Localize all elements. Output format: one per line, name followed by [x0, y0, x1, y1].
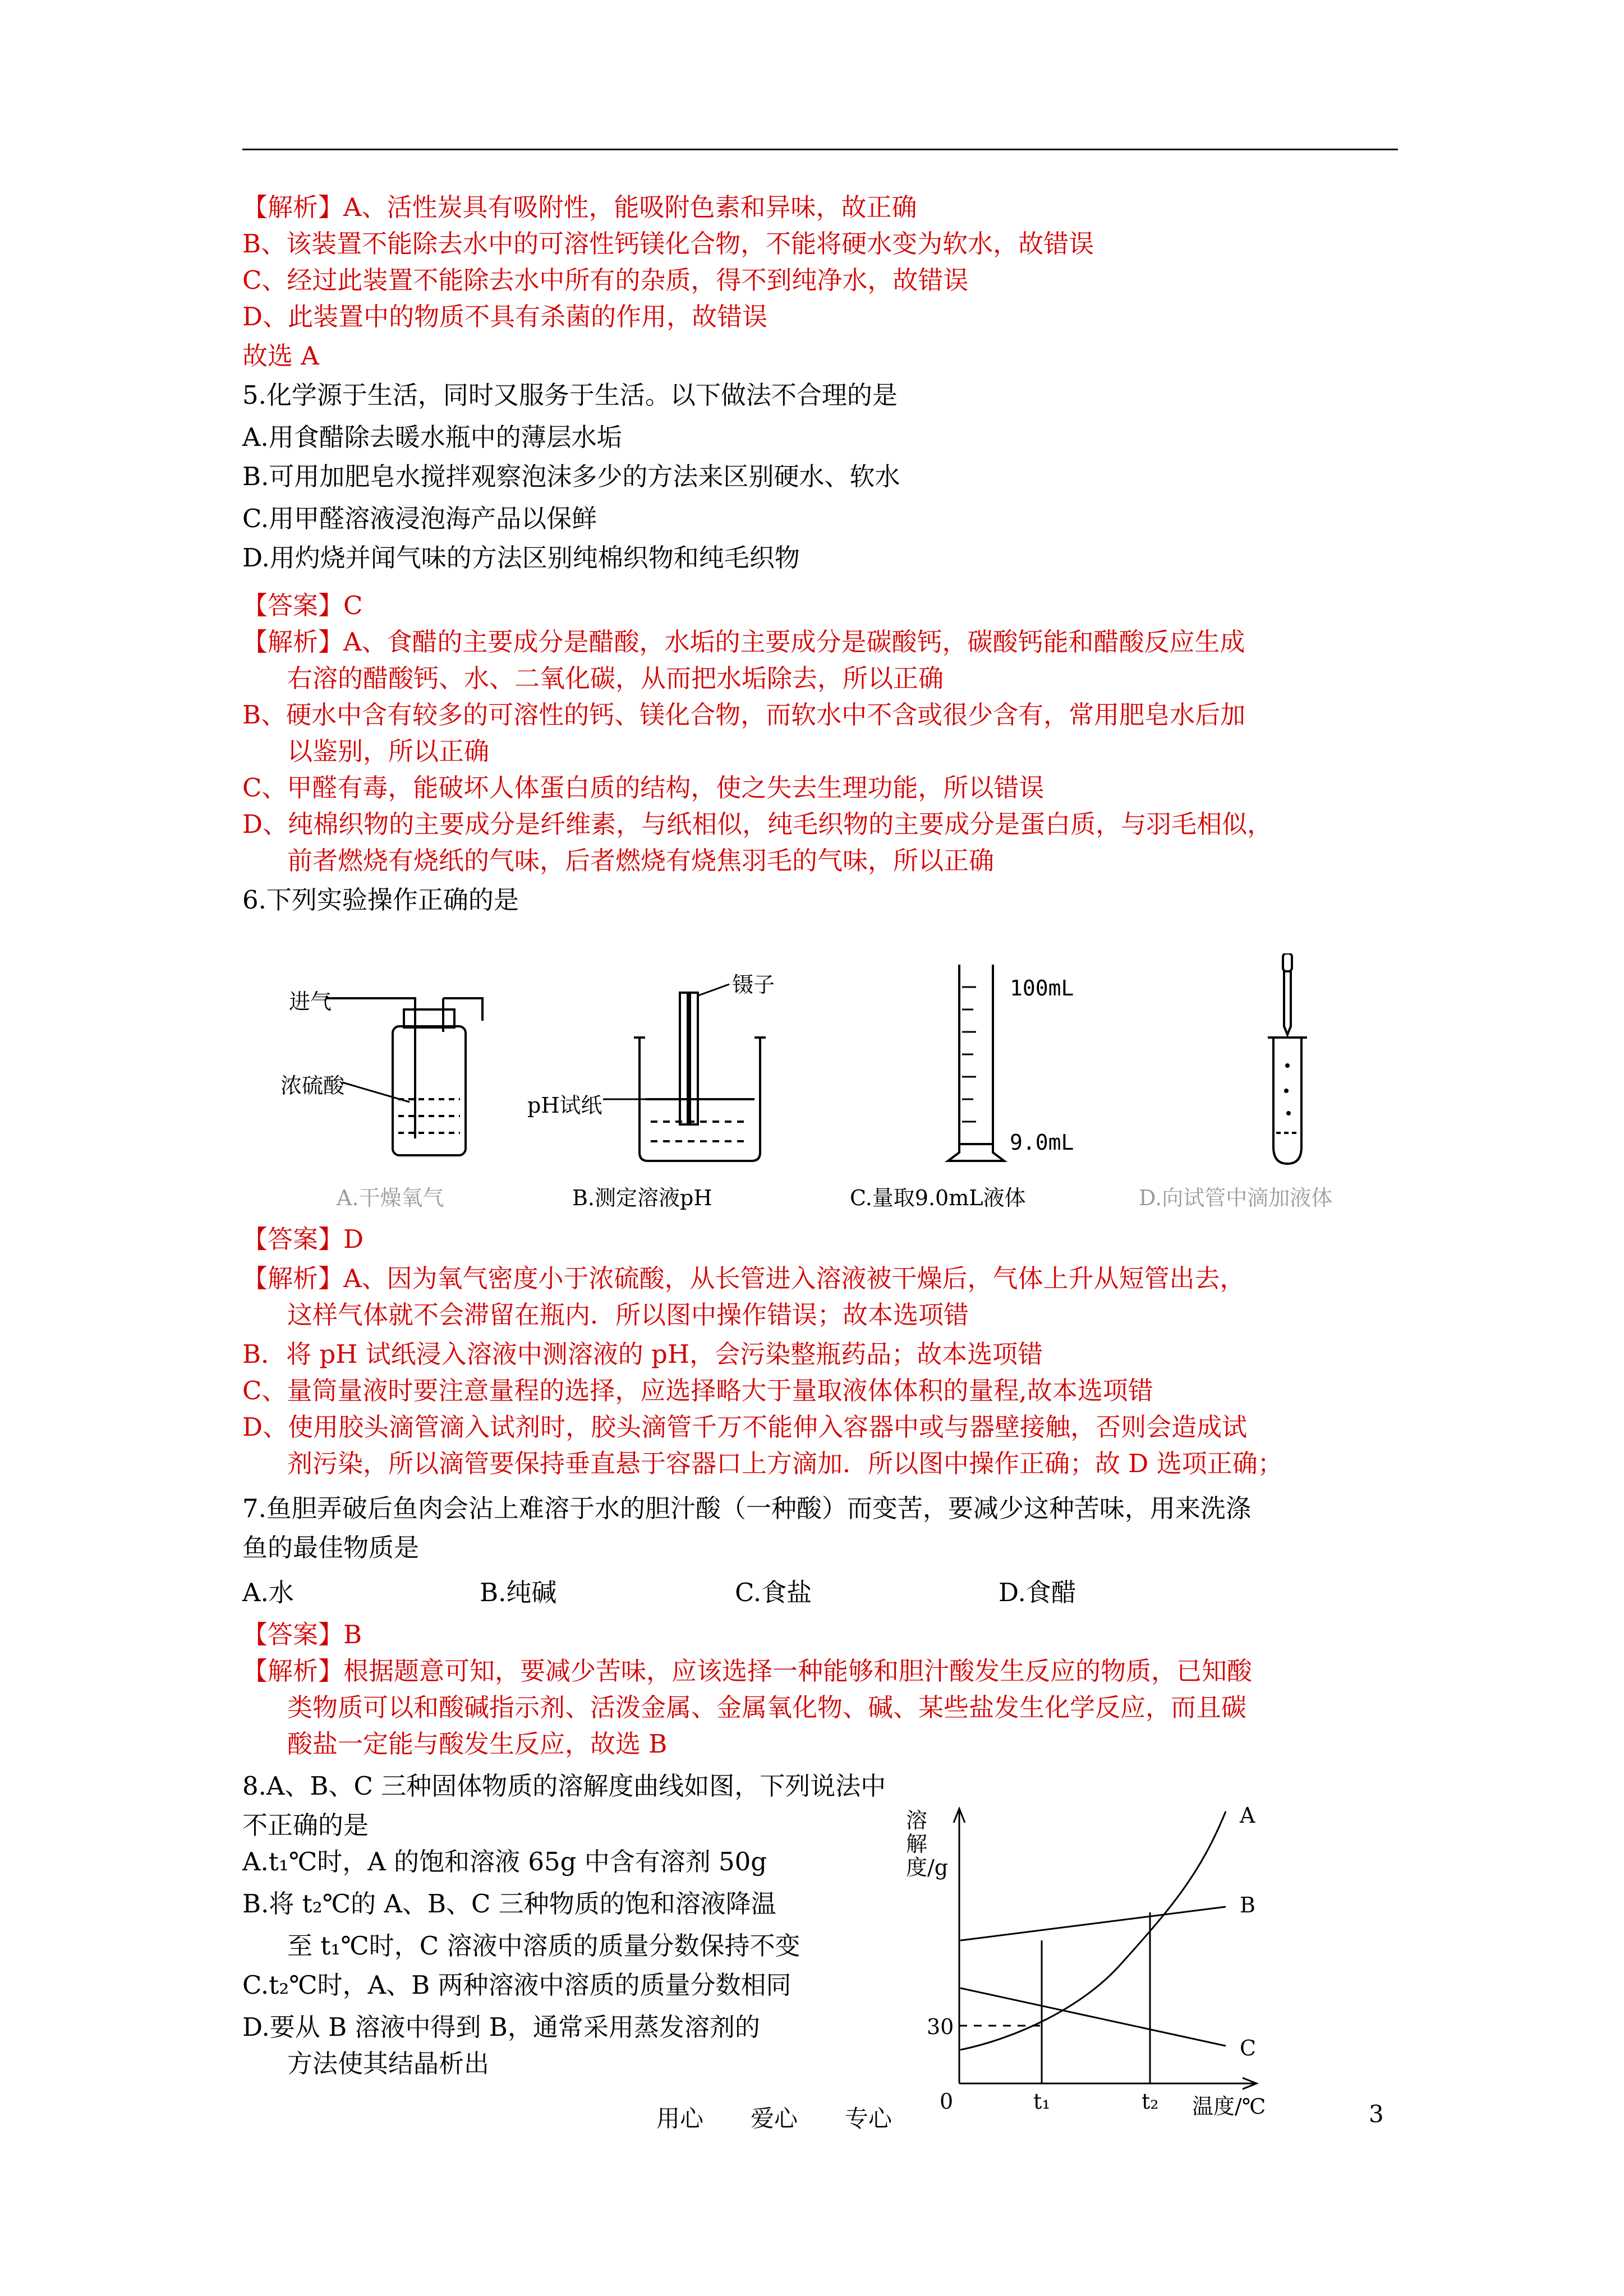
text-line-a7: 【答案】B [242, 1620, 362, 1649]
text-line-l2: B、该装置不能除去水中的可溶性钙镁化合物，不能将硬水变为软水，故错误 [242, 229, 1094, 259]
text-line-e5d1: D、纯棉织物的主要成分是纤维素，与纸相似，纯毛织物的主要成分是蛋白质，与羽毛相似， [242, 809, 1273, 839]
text-line-e5c: C、甲醛有毒，能破坏人体蛋白质的结构，使之失去生理功能，所以错误 [242, 773, 1045, 803]
q6-figure [280, 953, 1414, 1217]
text-line-e7a: 【解析】根据题意可知，要减少苦味，应该选择一种能够和胆汁酸发生反应的物质，已知酸 [242, 1656, 1253, 1686]
text-line-q8D2: 方法使其结晶析出 [287, 2049, 490, 2078]
test-tube-icon [1273, 1038, 1301, 1164]
bottle-stopper-icon [404, 1009, 454, 1027]
series-label-b: B [1240, 1893, 1255, 1917]
graduated-cylinder-icon [948, 965, 1004, 1161]
page-number: 3 [1369, 2100, 1384, 2128]
text-line-q8B1: B.将 t₂℃的 A、B、C 三种物质的饱和溶液降温 [242, 1889, 776, 1919]
chart-xtick-t1: t₁ [1033, 2089, 1051, 2114]
gas-bottle-icon [393, 1026, 466, 1155]
label-9ml: 9.0mL [1010, 1130, 1074, 1155]
text-line-q8B2: 至 t₁℃时，C 溶液中溶质的质量分数保持不变 [287, 1931, 801, 1961]
text-line-l1: 【解析】A、活性炭具有吸附性，能吸附色素和异味，故正确 [242, 192, 917, 222]
footer-motto: 用心 爱心 专心 [656, 2105, 892, 2132]
text-line-e5b2: 以鉴别，所以正确 [287, 736, 490, 766]
chart-xtick-t2: t₂ [1142, 2089, 1159, 2114]
text-line-e5b1: B、硬水中含有较多的可溶性的钙、镁化合物，而软水中不含或很少含有，常用肥皂水后加 [242, 700, 1246, 730]
text-line-l4: D、此装置中的物质不具有杀菌的作用，故错误 [242, 302, 768, 331]
caption-d: D.向试管中滴加液体 [1139, 1186, 1333, 1210]
series-label-a: A [1240, 1803, 1255, 1828]
dropper-icon [1284, 971, 1291, 1035]
text-line-q8A: A.t₁℃时，A 的饱和溶液 65g 中含有溶剂 50g [242, 1847, 767, 1877]
text-line-q7a: 7.鱼胆弄破后鱼肉会沾上难溶于水的胆汁酸（一种酸）而变苦，要减少这种苦味，用来洗涤 [242, 1493, 1251, 1523]
text-line-e6a2: 这样气体就不会滞留在瓶内．所以图中操作错误；故本选项错 [287, 1300, 969, 1330]
text-line-q5: 5.化学源于生活，同时又服务于生活。以下做法不合理的是 [242, 380, 898, 410]
q6-apparatus-drawing [280, 953, 1414, 1217]
label-tweezers: 镊子 [732, 972, 775, 997]
label-conc-acid: 浓硫酸 [280, 1073, 345, 1098]
text-line-e6d1: D、使用胶头滴管滴入试剂时，胶头滴管千万不能伸入容器中或与器壁接触，否则会造成试 [242, 1412, 1248, 1442]
chart-ytick-30: 30 [927, 2014, 954, 2039]
text-line-e6c: C、量筒量液时要注意量程的选择，应选择略大于量取液体体积的量程,故本选项错 [242, 1376, 1153, 1405]
dropper-bulb-icon [1283, 953, 1292, 971]
solubility-chart-svg [875, 1800, 1313, 2137]
text-line-e7c: 酸盐一定能与酸发生反应，故选 B [287, 1729, 668, 1759]
label-ph-paper: pH试纸 [527, 1093, 602, 1118]
header-rule [242, 149, 1398, 150]
series-label-c: C [1240, 2036, 1257, 2060]
text-line-e5a2: 右溶的醋酸钙、水、二氧化碳，从而把水垢除去，所以正确 [287, 663, 944, 693]
text-line-q6: 6.下列实验操作正确的是 [242, 885, 519, 915]
text-line-q5d: D.用灼烧并闻气味的方法区别纯棉织物和纯毛织物 [242, 543, 800, 573]
text-line-l5: 故选 A [242, 341, 319, 371]
q7-option-b: B.纯碱 [480, 1578, 557, 1607]
text-line-q5b: B.可用加肥皂水搅拌观察泡沫多少的方法来区别硬水、软水 [242, 462, 900, 491]
text-line-q5c: C.用甲醛溶液浸泡海产品以保鲜 [242, 504, 597, 533]
chart-xlabel: 温度/℃ [1192, 2094, 1266, 2119]
text-line-e6d2: 剂污染，所以滴管要保持垂直悬于容器口上方滴加．所以图中操作正确；故 D 选项正确； [287, 1449, 1283, 1478]
text-line-l3: C、经过此装置不能除去水中所有的杂质，得不到纯净水，故错误 [242, 265, 969, 295]
text-line-e6b: B．将 pH 试纸浸入溶液中测溶液的 pH，会污染整瓶药品；故本选项错 [242, 1339, 1043, 1369]
tweezers-icon [680, 993, 688, 1124]
caption-b: B.测定溶液pH [572, 1186, 712, 1210]
text-line-e6a1: 【解析】A、因为氧气密度小于浓硫酸，从长管进入溶液被干燥后，气体上升从短管出去， [242, 1264, 1245, 1293]
text-line-q8b: 不正确的是 [242, 1810, 369, 1840]
solubility-chart [875, 1800, 1313, 2137]
text-line-q7b: 鱼的最佳物质是 [242, 1533, 420, 1562]
text-line-a6: 【答案】D [242, 1224, 364, 1254]
series-c-line [960, 1988, 1226, 2046]
text-line-q8C: C.t₂℃时，A、B 两种溶液中溶质的质量分数相同 [242, 1970, 792, 2000]
caption-a: A.干燥氧气 [337, 1186, 444, 1210]
label-gas-inlet: 进气 [289, 989, 332, 1014]
caption-c: C.量取9.0mL液体 [850, 1186, 1026, 1210]
text-line-q8D1: D.要从 B 溶液中得到 B，通常采用蒸发溶剂的 [242, 2012, 760, 2042]
text-line-q8a: 8.A、B、C 三种固体物质的溶解度曲线如图，下列说法中 [242, 1771, 886, 1801]
q7-option-d: D.食醋 [999, 1578, 1076, 1607]
text-line-e5a1: 【解析】A、食醋的主要成分是醋酸，水垢的主要成分是碳酸钙，碳酸钙能和醋酸反应生成 [242, 627, 1245, 657]
chart-origin: 0 [940, 2089, 954, 2114]
label-100ml: 100mL [1010, 976, 1074, 1001]
series-a-curve [960, 1811, 1226, 2050]
text-line-e7b: 类物质可以和酸碱指示剂、活泼金属、金属氧化物、碱、某些盐发生化学反应，而且碳 [287, 1693, 1247, 1722]
series-b-line [960, 1907, 1226, 1940]
chart-ylabel: 溶解度/g [906, 1808, 949, 1880]
text-line-e5d2: 前者燃烧有烧纸的气味，后者燃烧有烧焦羽毛的气味，所以正确 [287, 846, 995, 875]
text-line-a5: 【答案】C [242, 591, 363, 620]
q7-option-a: A.水 [242, 1578, 294, 1607]
q7-option-c: C.食盐 [735, 1578, 812, 1607]
text-line-q5a: A.用食醋除去暖水瓶中的薄层水垢 [242, 422, 622, 452]
